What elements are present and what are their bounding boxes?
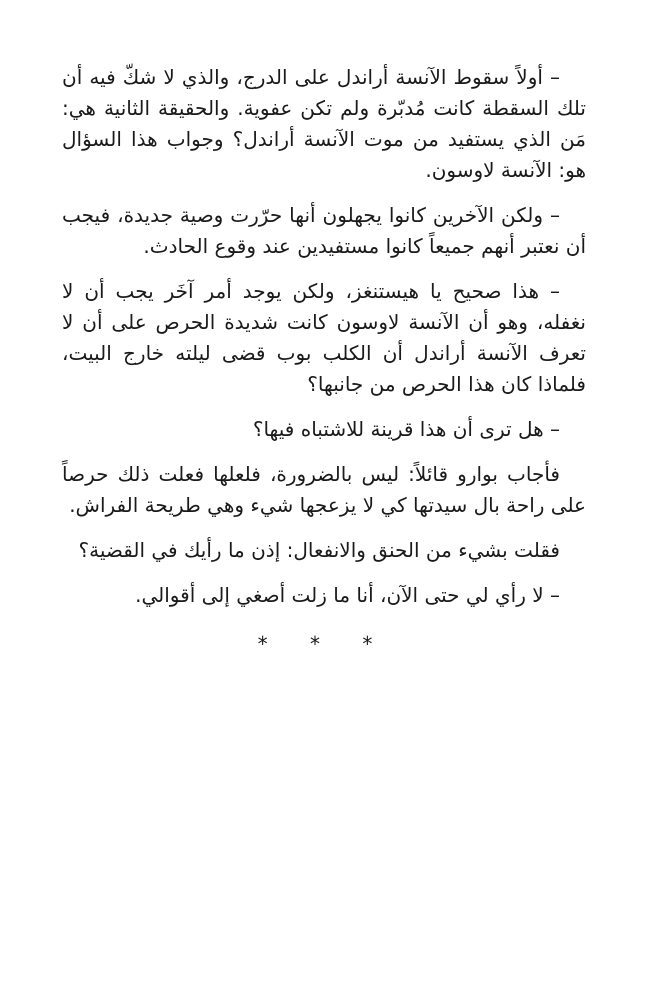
paragraph-4: – هل ترى أن هذا قرينة للاشتباه فيها؟ [252,417,560,441]
section-separator: * * * [257,632,391,656]
paragraph-3: – هذا صحيح يا هيستنغز، ولكن يوجد أمر آخَر يجب أن لا نغفله، وهو أن الآنسة لاوسون كانت شديدة الحرص على أن لا تعرف الآنسة أراندل أن الكلب بوب قضى ليلته خارج البيت، فلماذا كان هذا الحرص من جانبها؟ [62,279,586,396]
paragraph-2: – ولكن الآخرين كانوا يجهلون أنها حرّرت وصية جديدة، فيجب أن نعتبر أنهم جميعاً كانوا مستفيدين عند وقوع الحادث. [62,203,586,258]
paragraph-7: – لا رأي لي حتى الآن، أنا ما زلت أصغي إلى أقوالي. [135,583,560,607]
paragraph-5: فأجاب بوارو قائلاً: ليس بالضرورة، فلعلها فعلت ذلك حرصاً على راحة بال سيدتها كي لا يزعجها شيء وهي طريحة الفراش. [62,462,586,517]
paragraph-6: فقلت بشيء من الحنق والانفعال: إذن ما رأيك في القضية؟ [78,538,560,562]
book-page [62,62,586,660]
paragraph-1: – أولاً سقوط الآنسة أراندل على الدرج، والذي لا شكّ فيه أن تلك السقطة كانت مُدبّرة ولم تكن عفوية. والحقيقة الثانية هي: مَن الذي يستفيد من موت الآنسة أراندل؟ وجواب هذا السؤال هو: الآنسة لاوسون. [62,65,586,182]
